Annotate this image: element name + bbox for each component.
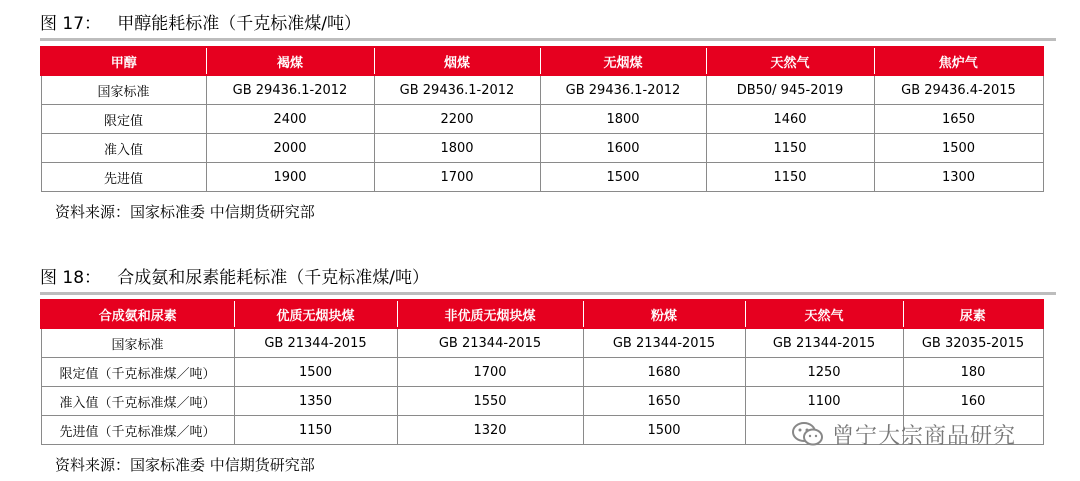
table-row: [41, 75, 1043, 105]
table-row: [41, 387, 1043, 416]
table-cell: 2000: [206, 134, 374, 163]
col-header: 焦炉气: [874, 47, 1043, 75]
table-cell: 1800: [374, 134, 540, 163]
table-row: [41, 328, 1043, 358]
row-label: 准入值（千克标准煤／吨）: [41, 387, 234, 416]
table-cell: 1500: [540, 163, 706, 192]
row-label: 先进值（千克标准煤／吨）: [41, 416, 234, 445]
table-cell: GB 21344-2015: [234, 328, 397, 358]
table-cell: 1300: [874, 163, 1043, 192]
col-header: 合成氨和尿素: [41, 300, 234, 328]
table-cell: 1650: [874, 105, 1043, 134]
table-cell: 1900: [206, 163, 374, 192]
row-label: 限定值（千克标准煤／吨）: [41, 358, 234, 387]
table-cell: 1320: [397, 416, 583, 445]
row-label: 国家标准: [41, 75, 206, 105]
col-header: 尿素: [903, 300, 1043, 328]
col-header: 褐煤: [206, 47, 374, 75]
table-cell: 1500: [874, 134, 1043, 163]
table-cell: 1150: [706, 163, 874, 192]
figure-17-source: 资料来源：国家标准委 中信期货研究部: [55, 203, 315, 221]
table-row: [41, 163, 1043, 192]
table-cell: 1700: [397, 358, 583, 387]
table-row: [41, 105, 1043, 134]
table-row: [41, 358, 1043, 387]
table-cell: 1350: [234, 387, 397, 416]
table-cell: DB50/ 945-2019: [706, 75, 874, 105]
table-cell: 2400: [206, 105, 374, 134]
figure-17-title: 图 17： 甲醇能耗标准（千克标准煤/吨）: [40, 14, 361, 34]
col-header: 无烟煤: [540, 47, 706, 75]
table-cell: GB 21344-2015: [397, 328, 583, 358]
col-header: 烟煤: [374, 47, 540, 75]
table-cell: GB 29436.1-2012: [540, 75, 706, 105]
table-cell: 2200: [374, 105, 540, 134]
watermark: [790, 419, 1016, 449]
table-header-row: [41, 47, 1043, 75]
table-cell: 1650: [583, 387, 745, 416]
col-header: 粉煤: [583, 300, 745, 328]
col-header: 优质无烟块煤: [234, 300, 397, 328]
watermark-text: 曾宁大宗商品研究: [832, 423, 1017, 449]
table-cell: 1250: [745, 358, 903, 387]
table-cell: 1500: [234, 358, 397, 387]
table-cell: 1700: [374, 163, 540, 192]
row-label: 国家标准: [41, 328, 234, 358]
col-header: 天然气: [706, 47, 874, 75]
figure-17-rule: [40, 38, 1056, 41]
row-label: 限定值: [41, 105, 206, 134]
table-cell: 160: [903, 387, 1043, 416]
table-cell: 1100: [745, 387, 903, 416]
table-cell: GB 29436.1-2012: [206, 75, 374, 105]
table-cell: GB 29436.1-2012: [374, 75, 540, 105]
table-cell: 1600: [540, 134, 706, 163]
table-cell: GB 21344-2015: [745, 328, 903, 358]
col-header: 甲醇: [41, 47, 206, 75]
table-cell: GB 32035-2015: [903, 328, 1043, 358]
table-cell: 1500: [583, 416, 745, 445]
row-label: 先进值: [41, 163, 206, 192]
col-header: 非优质无烟块煤: [397, 300, 583, 328]
table-cell: 1680: [583, 358, 745, 387]
table-cell: 1150: [234, 416, 397, 445]
table-cell: 1460: [706, 105, 874, 134]
wechat-icon: [790, 421, 826, 447]
table-cell: GB 29436.4-2015: [874, 75, 1043, 105]
figure-18-title: 图 18： 合成氨和尿素能耗标准（千克标准煤/吨）: [40, 268, 429, 288]
table-row: [41, 134, 1043, 163]
figure-18-rule: [40, 292, 1056, 295]
table-cell: 1800: [540, 105, 706, 134]
table-cell: GB 21344-2015: [583, 328, 745, 358]
figure-18-source: 资料来源：国家标准委 中信期货研究部: [55, 456, 315, 474]
methanol-energy-table: [40, 46, 1044, 192]
table-cell: 180: [903, 358, 1043, 387]
table-cell: 1150: [706, 134, 874, 163]
table-header-row: [41, 300, 1043, 328]
table-cell: 1550: [397, 387, 583, 416]
row-label: 准入值: [41, 134, 206, 163]
col-header: 天然气: [745, 300, 903, 328]
